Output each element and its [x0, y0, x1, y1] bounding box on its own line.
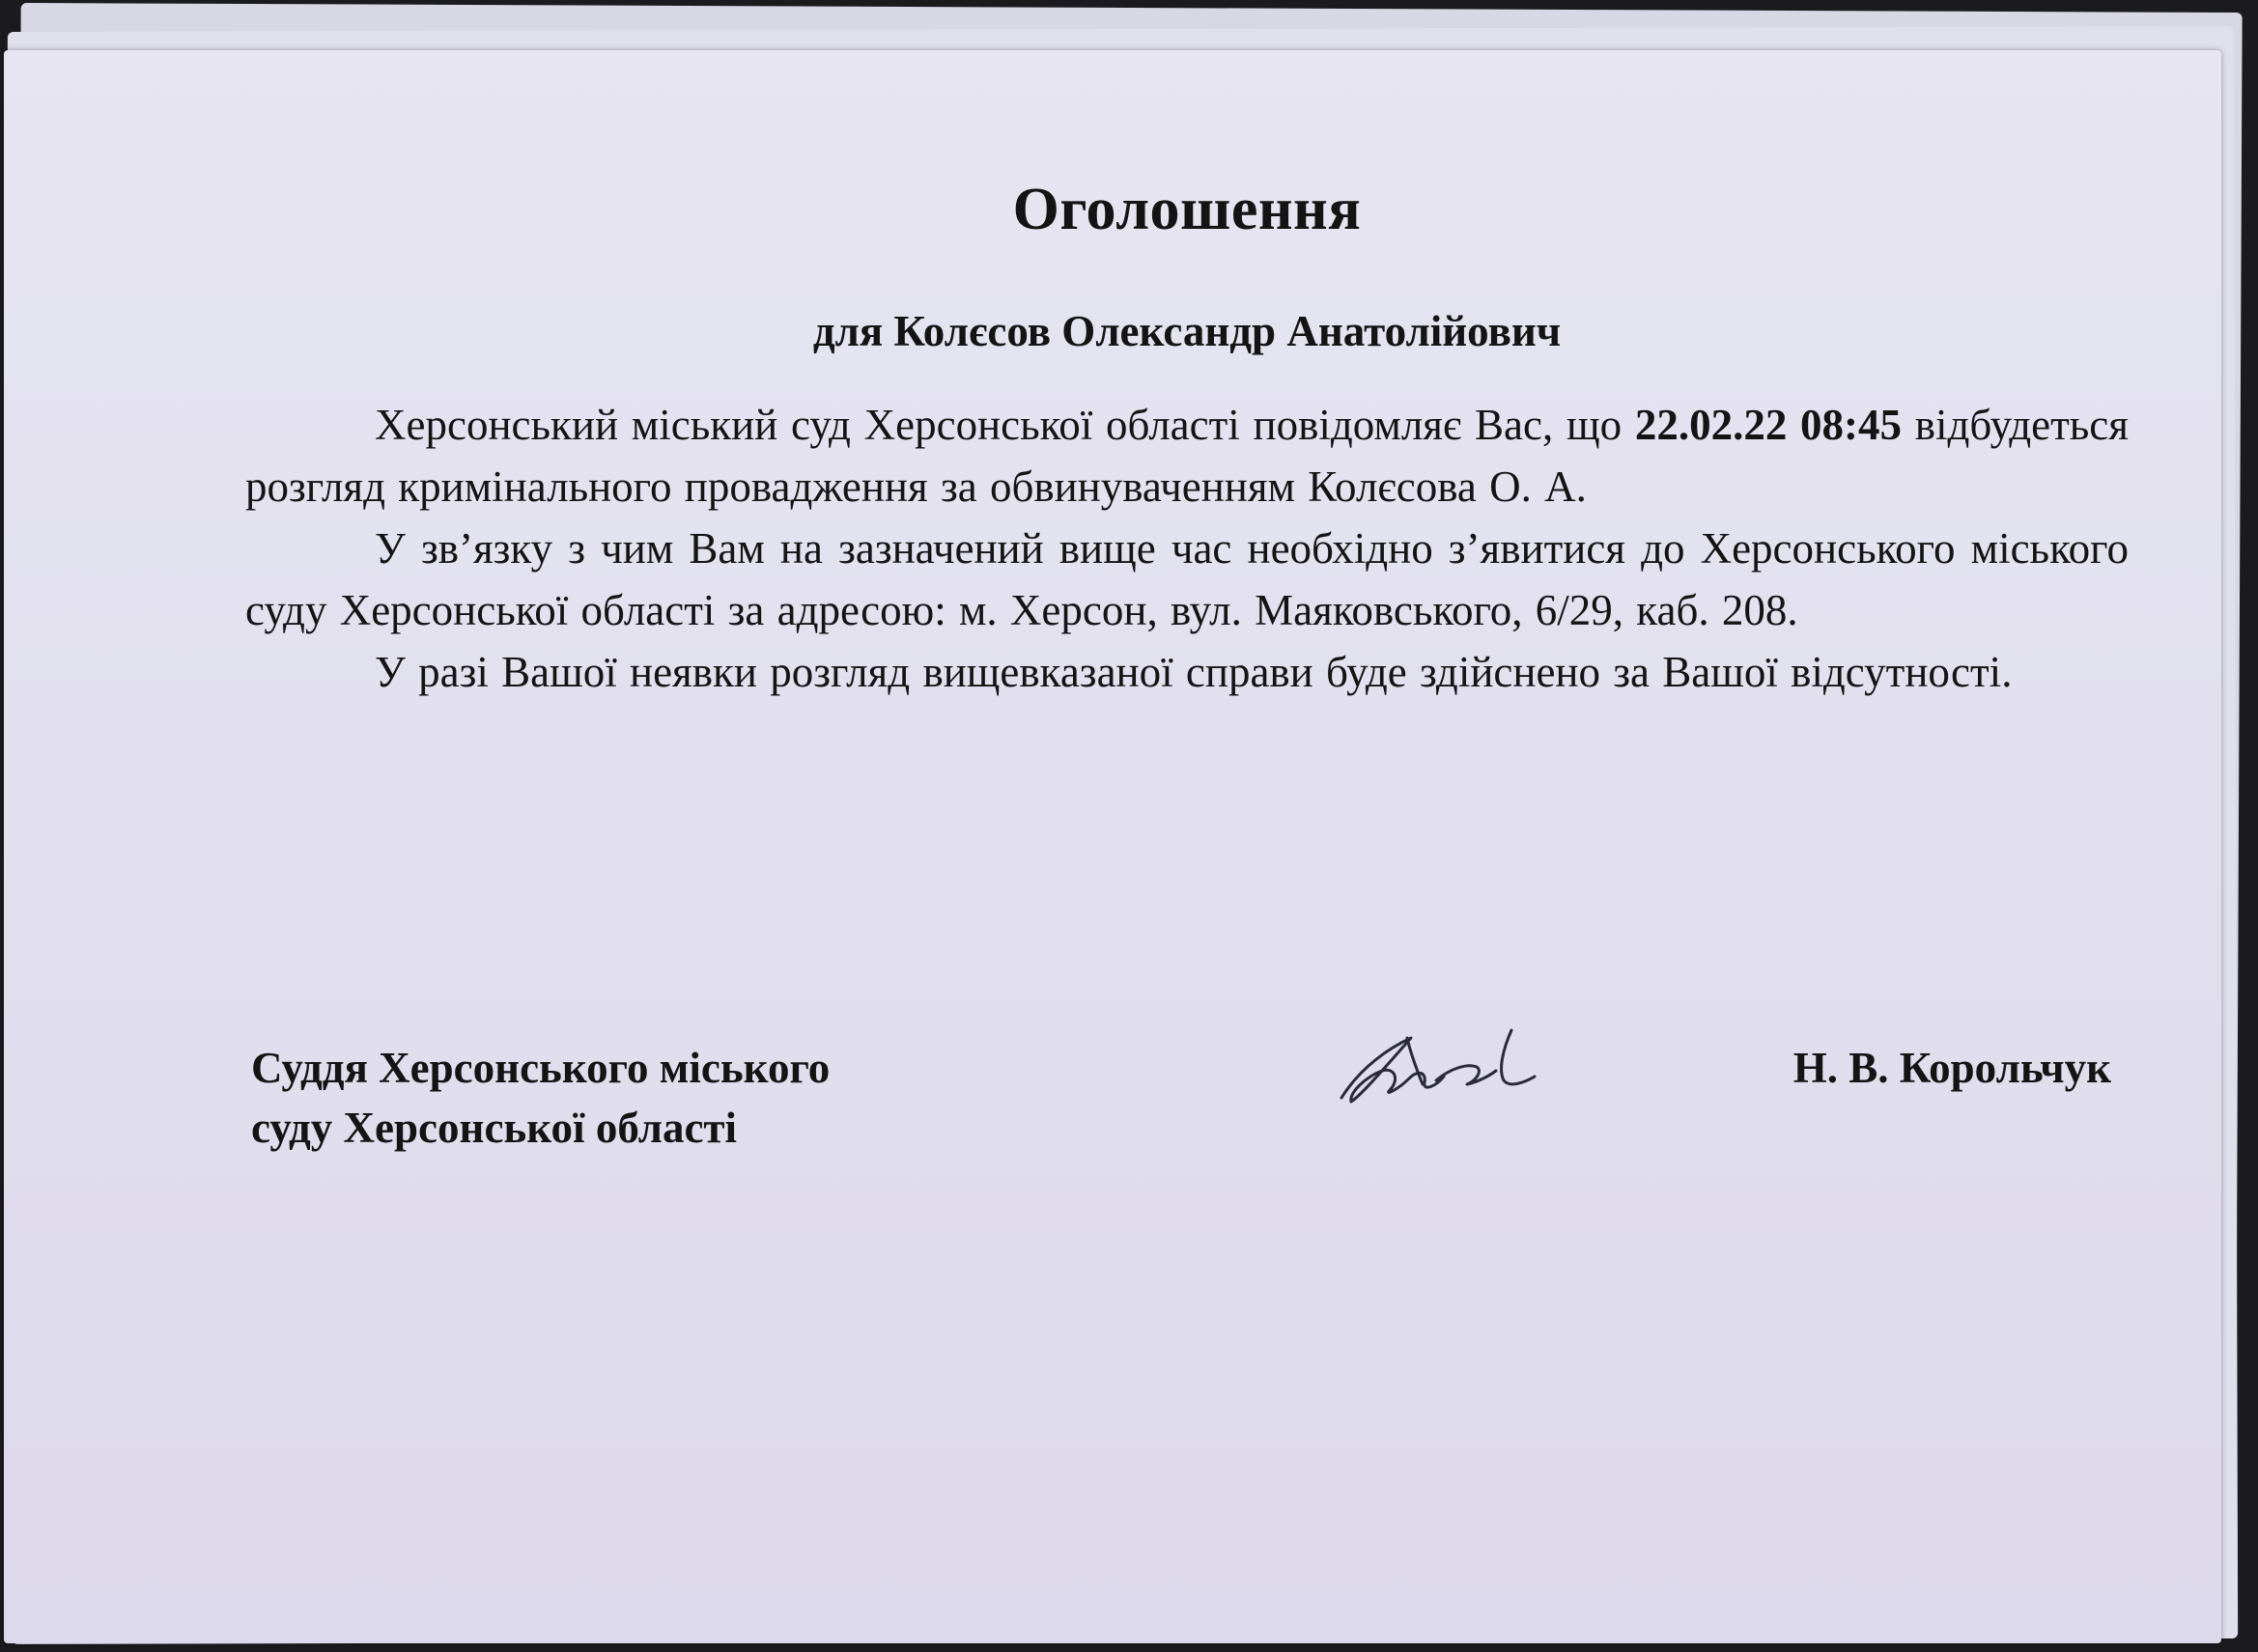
announcement-paragraphs: [245, 394, 2129, 703]
judge-title-line-2: суду Херсонської області: [251, 1104, 738, 1152]
signature-block: [245, 1038, 2129, 1192]
judge-title-line-1: Суддя Херсонського міського: [251, 1044, 831, 1092]
paragraph-hearing-date-intro: Херсонський міський суд Херсонської області повідомляє Вас, що: [375, 401, 1635, 450]
judge-title: [251, 1038, 830, 1158]
document-title: Оголошення: [1012, 177, 1362, 242]
announcement-body: [245, 174, 2129, 703]
handwritten-signature: [1322, 1009, 1544, 1125]
recipient-line: для Колєсов Олександр Анатолійович: [812, 307, 1562, 356]
paragraph-appearance-address: У зв’язку з чим Вам на зазначений вище час необхідно з’явитися до Херсонського міського суду Херсонської області за адресою: м. Херсон, вул. Маяковського, 6/29, каб. 208.: [245, 524, 2129, 635]
judge-name: Н. В. Корольчук: [1792, 1044, 2111, 1092]
hearing-datetime: 22.02.22 08:45: [1634, 401, 1903, 450]
paragraph-absence-warning: У разі Вашої неявки розгляд вищевказаної справи буде здійснено за Вашої відсутності.: [375, 648, 2013, 697]
paragraph-hearing-date-rest: відбудеться розгляд кримінального провадження за обвинуваченням Колєсова О. А.: [245, 401, 2129, 512]
paragraph-hearing-date: [245, 394, 2129, 518]
